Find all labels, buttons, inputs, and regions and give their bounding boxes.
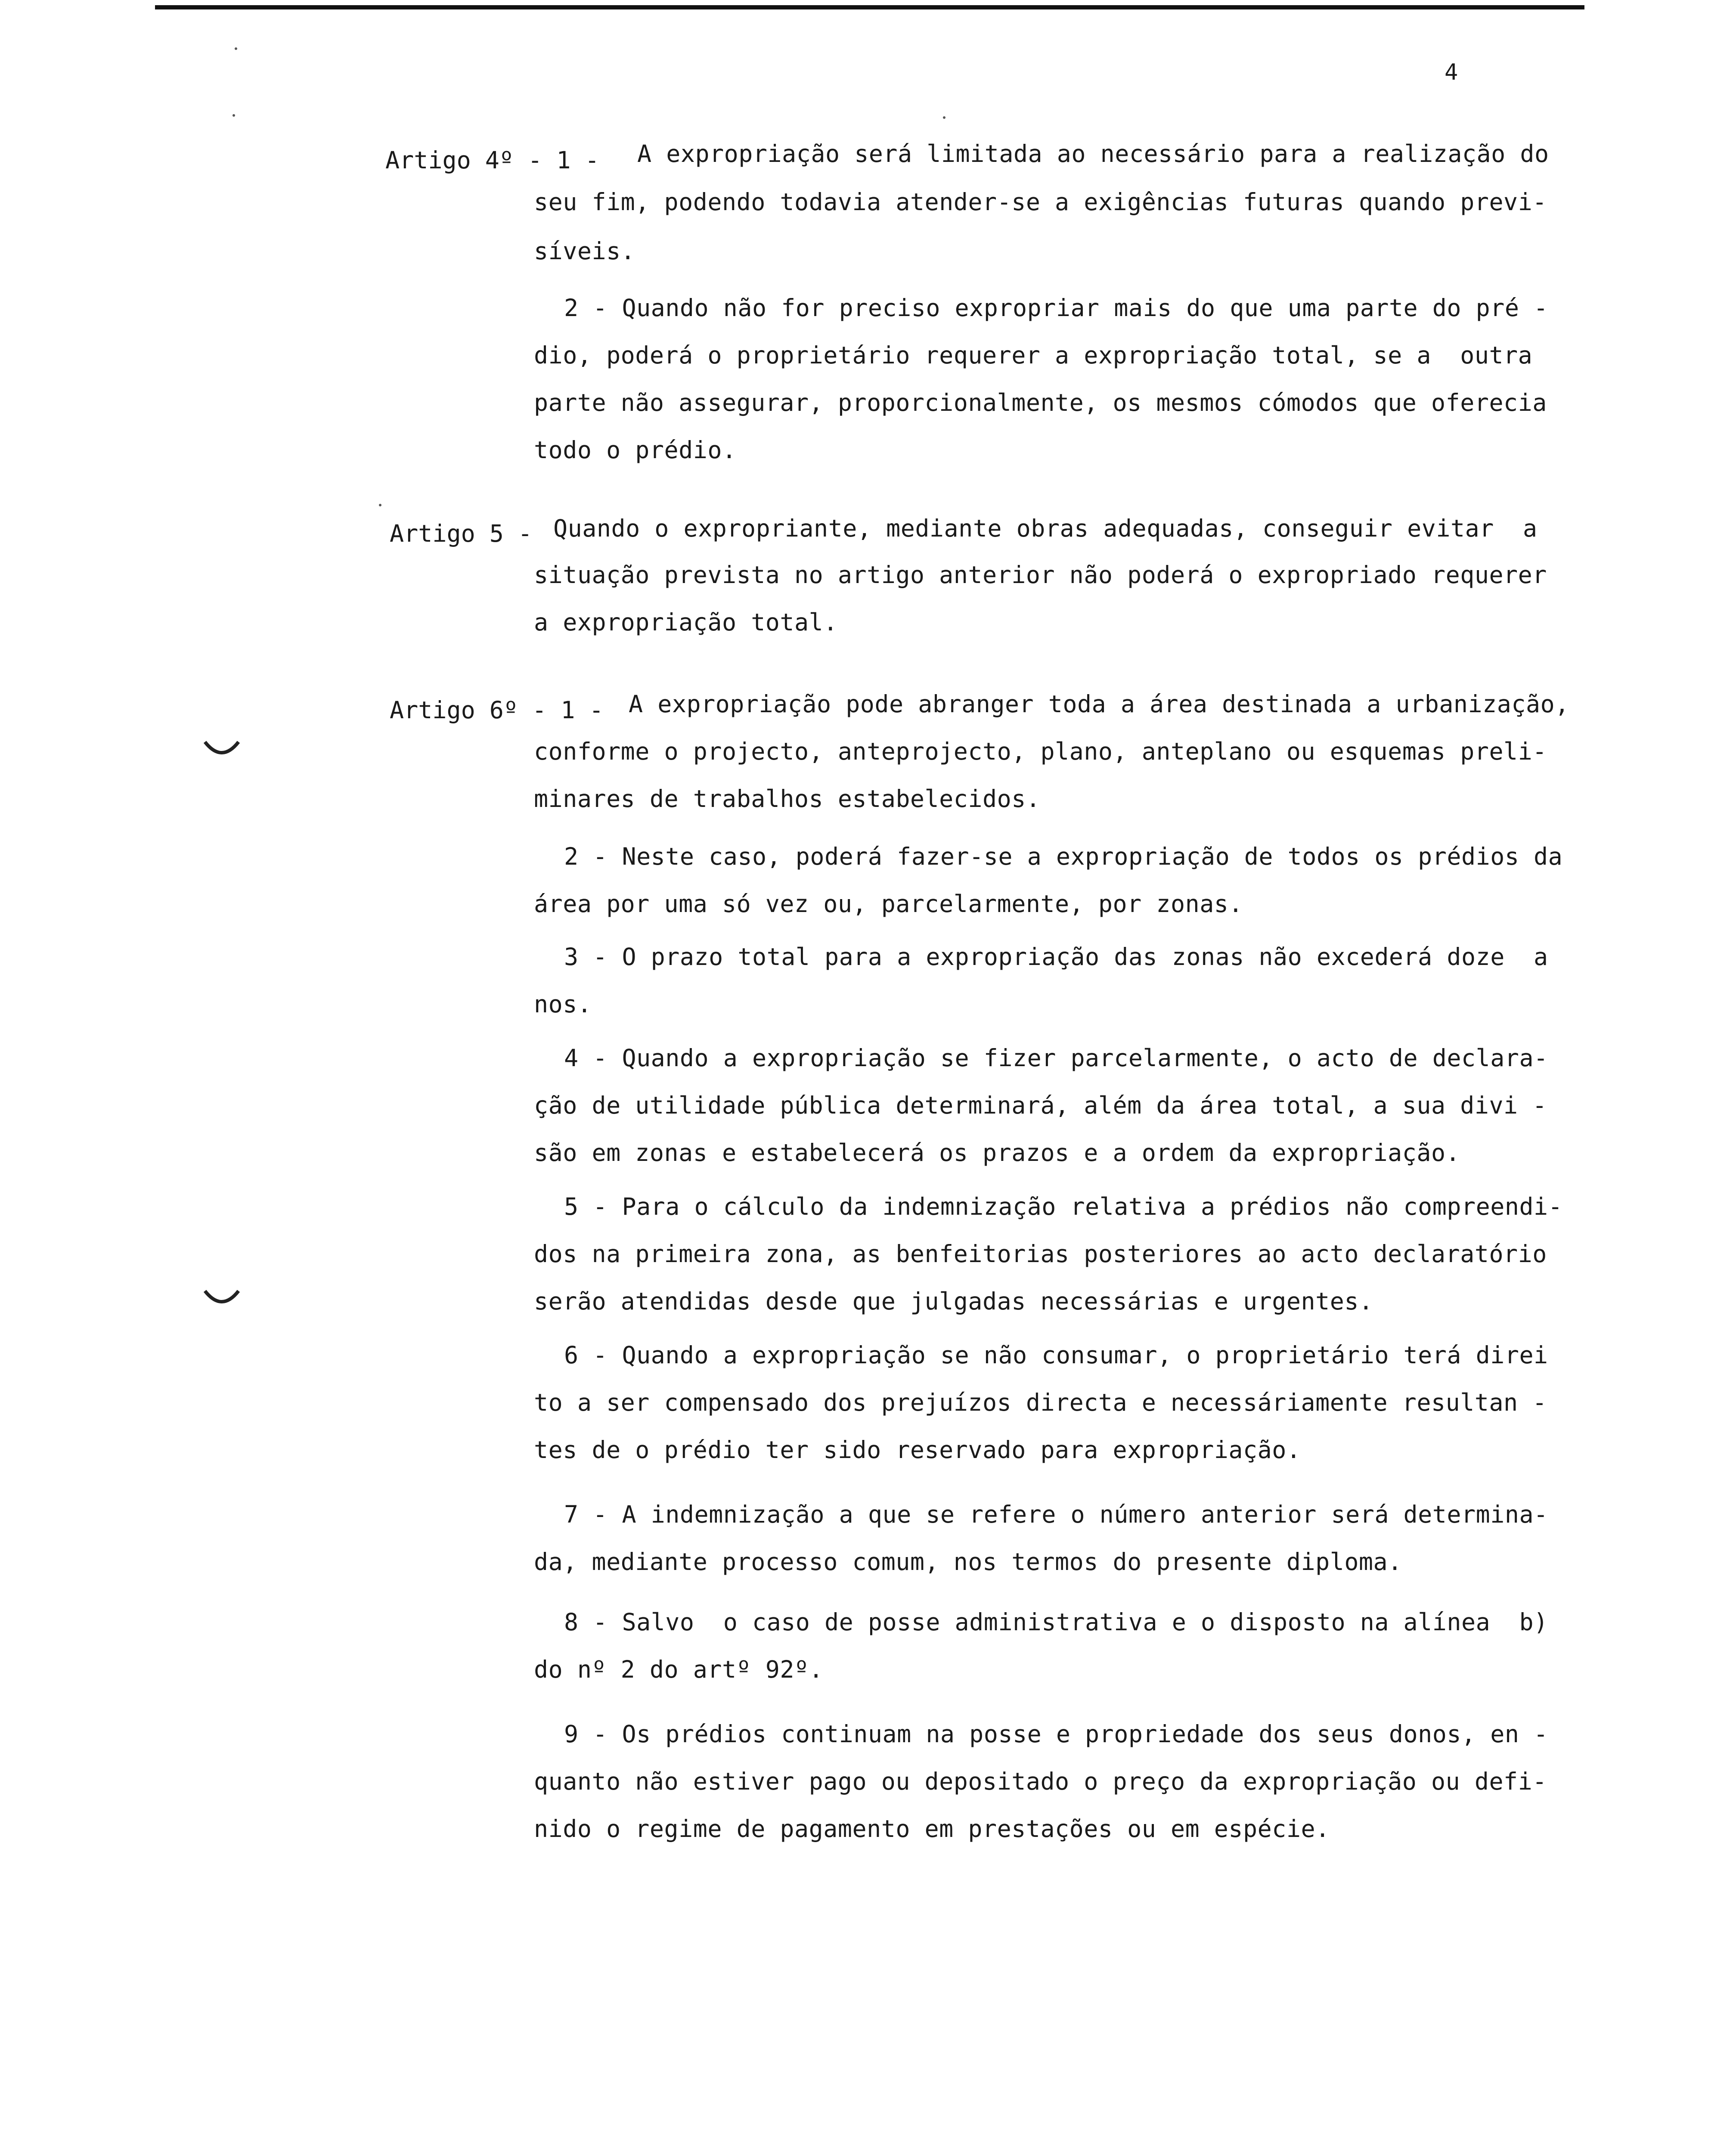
page-number: 4 [1445,59,1458,85]
paragraph-line: 2 - Quando não for preciso expropriar mais do que uma parte do pré - [564,294,1548,322]
paragraph-line: nos. [534,990,592,1018]
paragraph-line: parte não assegurar, proporcionalmente, os mesmos cómodos que oferecia [534,389,1547,416]
paragraph-line: 5 - Para o cálculo da indemnização relativa a prédios não compreendi- [564,1193,1563,1220]
paragraph-line: dio, poderá o proprietário requerer a expropriação total, se a outra [534,341,1533,369]
article-label: Artigo 6º - 1 - [390,696,604,724]
paragraph-line: 8 - Salvo o caso de posse administrativa e o disposto na alínea b) [564,1608,1548,1636]
article-label: Artigo 5 - [390,520,533,547]
paragraph-line: ção de utilidade pública determinará, além da área total, a sua divi - [534,1092,1547,1119]
article-text-line: situação prevista no artigo anterior não poderá o expropriado requerer [534,561,1547,589]
paragraph-line: do nº 2 do artº 92º. [534,1656,824,1683]
binder-hole-mark-icon [202,738,241,764]
paragraph-line: quanto não estiver pago ou depositado o preço da expropriação ou defi- [534,1768,1547,1795]
paragraph-line: 9 - Os prédios continuam na posse e propriedade dos seus donos, en - [564,1720,1548,1748]
paragraph-line: tes de o prédio ter sido reservado para expropriação. [534,1436,1301,1464]
scan-speck [232,114,235,117]
paragraph-line: 7 - A indemnização a que se refere o número anterior será determina- [564,1501,1548,1528]
scan-speck [379,504,381,506]
article-text-line: conforme o projecto, anteprojecto, plano, anteplano ou esquemas preli- [534,738,1547,765]
top-rule [155,5,1584,9]
article-text-line: síveis. [534,237,636,265]
article-text-line: a expropriação total. [534,608,838,636]
paragraph-line: to a ser compensado dos prejuízos directa e necessáriamente resultan - [534,1389,1547,1416]
paragraph-line: 2 - Neste caso, poderá fazer-se a expropriação de todos os prédios da [564,843,1563,870]
article-text-line: A expropriação pode abranger toda a área destinada a urbanização, [629,690,1569,718]
paragraph-line: 4 - Quando a expropriação se fizer parcelarmente, o acto de declara- [564,1044,1548,1072]
scan-speck [943,116,946,119]
article-text-line: seu fim, podendo todavia atender-se a exigências futuras quando previ- [534,188,1547,216]
scan-speck [235,47,237,50]
article-text-line: Quando o expropriante, mediante obras adequadas, conseguir evitar a [553,515,1538,542]
article-text-line: A expropriação será limitada ao necessário para a realização do [637,140,1549,168]
article-label: Artigo 4º - 1 - [385,146,599,174]
binder-hole-mark-icon [202,1287,241,1313]
paragraph-line: todo o prédio. [534,436,737,464]
paragraph-line: 3 - O prazo total para a expropriação das zonas não excederá doze a [564,943,1548,971]
paragraph-line: são em zonas e estabelecerá os prazos e a ordem da expropriação. [534,1139,1460,1166]
article-text-line: minares de trabalhos estabelecidos. [534,785,1041,813]
paragraph-line: 6 - Quando a expropriação se não consumar, o proprietário terá direi [564,1341,1548,1369]
paragraph-line: dos na primeira zona, as benfeitorias posteriores ao acto declaratório [534,1240,1547,1268]
paragraph-line: área por uma só vez ou, parcelarmente, por zonas. [534,890,1243,918]
paragraph-line: da, mediante processo comum, nos termos do presente diploma. [534,1548,1402,1576]
paragraph-line: nido o regime de pagamento em prestações ou em espécie. [534,1815,1330,1843]
paragraph-line: serão atendidas desde que julgadas necessárias e urgentes. [534,1287,1373,1315]
